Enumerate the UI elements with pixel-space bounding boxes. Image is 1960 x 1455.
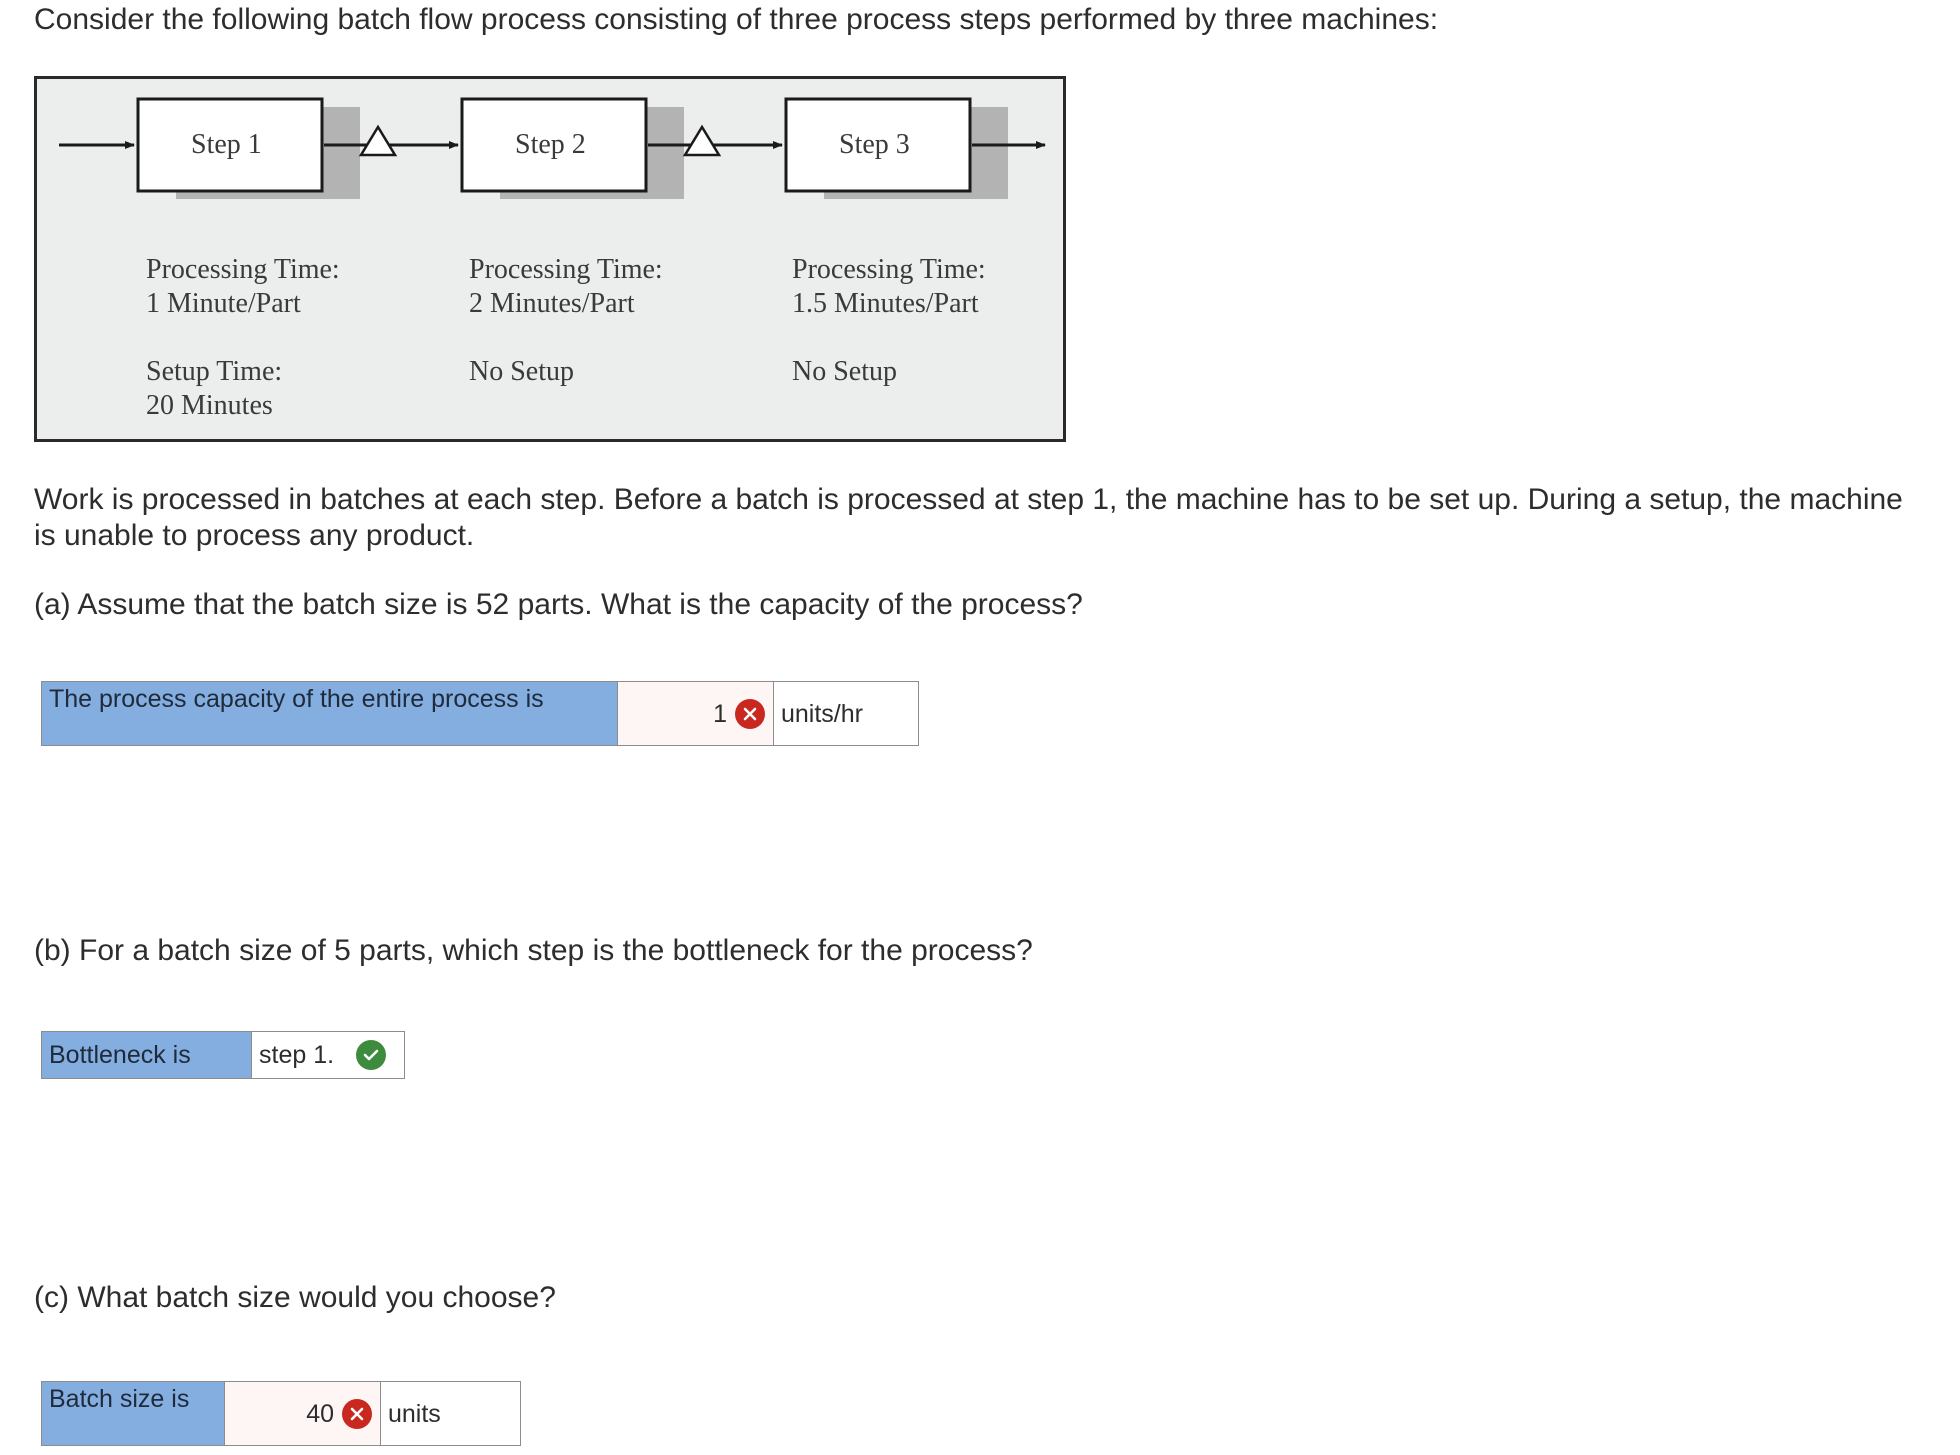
inventory-buffer-1-icon [361, 127, 395, 155]
correct-check-icon [356, 1040, 386, 1070]
incorrect-icon [735, 699, 765, 729]
step-1-processing: Processing Time: 1 Minute/Part [146, 254, 340, 319]
answer-a-label: The process capacity of the entire process is [41, 681, 618, 746]
question-c: (c) What batch size would you choose? [34, 1281, 556, 1314]
answer-row-c [41, 1381, 521, 1446]
incorrect-icon [342, 1399, 372, 1429]
answer-row-b [41, 1031, 405, 1079]
answer-c-unit: units [381, 1381, 521, 1446]
step-2-label: Step 2 [515, 129, 586, 160]
step-1-setup: Setup Time: 20 Minutes [146, 356, 283, 421]
step-3-processing: Processing Time: 1.5 Minutes/Part [792, 254, 986, 319]
step-2-setup: No Setup [469, 356, 574, 387]
inventory-buffer-2-icon [685, 127, 719, 155]
answer-a-input[interactable] [618, 681, 774, 746]
answer-c-label: Batch size is [41, 1381, 225, 1446]
answer-a-unit: units/hr [774, 681, 919, 746]
answer-c-input[interactable] [225, 1381, 381, 1446]
process-flow-diagram [34, 76, 1066, 442]
answer-b-select[interactable] [252, 1031, 405, 1079]
answer-b-label: Bottleneck is [41, 1031, 252, 1079]
step-3-setup: No Setup [792, 356, 897, 387]
answer-a-value: 1 [713, 699, 727, 728]
work-description: Work is processed in batches at each step. Before a batch is processed at step 1, the machine has to be set up. During a setup, the machine is unable to process any product. [34, 483, 1903, 552]
question-a: (a) Assume that the batch size is 52 parts. What is the capacity of the process? [34, 588, 1083, 621]
intro-text: Consider the following batch flow process consisting of three process steps performed by three machines: [34, 3, 1439, 36]
question-b: (b) For a batch size of 5 parts, which step is the bottleneck for the process? [34, 934, 1033, 967]
answer-c-value: 40 [306, 1399, 334, 1428]
answer-row-a [41, 681, 919, 746]
answer-b-value: step 1. [259, 1041, 335, 1069]
step-1-label: Step 1 [191, 129, 262, 160]
step-2-processing: Processing Time: 2 Minutes/Part [469, 254, 663, 319]
step-3-label: Step 3 [839, 129, 910, 160]
